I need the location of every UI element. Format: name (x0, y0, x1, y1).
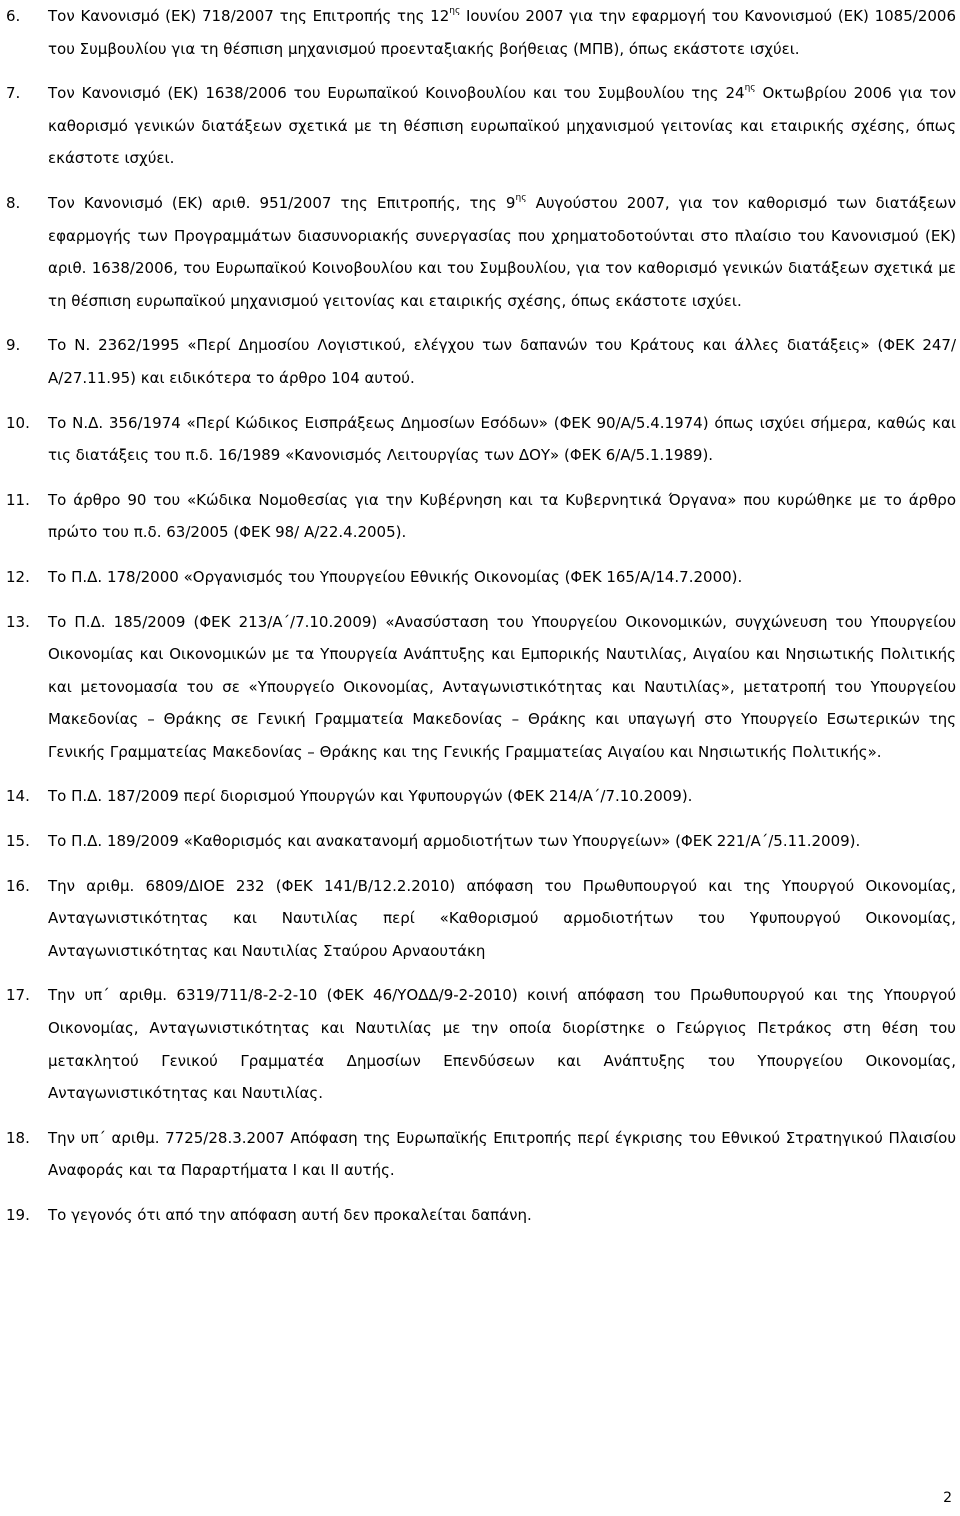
list-item-15 (6, 825, 956, 858)
ordinal-suffix: ης (515, 192, 527, 203)
item-number: 7. (6, 84, 21, 103)
item-text: Την υπ΄ αριθμ. 7725/28.3.2007 Απόφαση της Ευρωπαϊκής Επιτροπής περί έγκρισης του Εθνικού Στρατηγικού Πλαισίου Αναφοράς και τα Παραρτήματα Ι και ΙΙ αυτής. (48, 1128, 956, 1180)
list-item-6 (6, 0, 956, 65)
list-item-9 (6, 329, 956, 394)
list-item-7 (6, 77, 956, 175)
list-item-16 (6, 870, 956, 968)
list-item-10 (6, 407, 956, 472)
list-item-13 (6, 606, 956, 769)
item-text: Την αριθμ. 6809/ΔΙΟΕ 232 (ΦΕΚ 141/Β/12.2.2010) απόφαση του Πρωθυπουργού και της Υπουργού Οικονομίας, Ανταγωνιστικότητας και Ναυτιλίας περί «Καθορισμού αρμοδιοτήτων του Υφυπουργού Οικονομίας, Ανταγωνιστικότητας και Ναυτιλίας Σταύρου Αρναουτάκη (48, 876, 956, 960)
ordinal-suffix: ης (449, 6, 461, 16)
item-text: Τον Κανονισμό (ΕΚ) αριθ. 951/2007 της Επιτροπής, της $9^{\eta\varsigma}$ Αυγούστου 2007, για τον καθορισμό των διατάξεων εφαρμογής των Προγραμμάτων διασυνοριακής συνεργασίας που χρηματοδοτούνται στο πλαίσιο του Κανονισμού (ΕΚ) αριθ. 1638/2006, του Ευρωπαϊκού Κοινοβουλίου και του Συμβουλίου, για τον καθορισμό γενικών διατάξεων σχετικά με τη θέσπιση ευρωπαϊκού μηχανισμού γειτονίας και εταιρικής σχέσης, όπως εκάστοτε ισχύει. (48, 192, 957, 310)
item-number: 10. (6, 413, 30, 432)
item-number: 12. (6, 567, 30, 586)
item-text: Το Π.Δ. 185/2009 (ΦΕΚ 213/Α΄/7.10.2009) «Ανασύσταση του Υπουργείου Οικονομικών, συγχώνευση του Υπουργείου Οικονομίας και Οικονομικών με τα Υπουργεία Ανάπτυξης και Εμπορικής Ναυτιλίας, Αιγαίου και Νησιωτικής Πολιτικής και μετονομασία του σε «Υπουργείο Οικονομίας, Ανταγωνιστικότητας και Ναυτιλίας», μετατροπή του Υπουργείου Μακεδονίας – Θράκης σε Γενική Γραμματεία Μακεδονίας – Θράκης και υπαγωγή στο Υπουργείο Εσωτερικών της Γενικής Γραμματείας Μακεδονίας – Θράκης και της Γενικής Γραμματείας Αιγαίου και Νησιωτικής Πολιτικής». (48, 612, 956, 761)
item-text: Τον Κανονισμό (ΕΚ) 1638/2006 του Ευρωπαϊκού Κοινοβουλίου και του Συμβουλίου της $24^{\eta\varsigma}$ Οκτωβρίου 2006 για τον καθορισμό γενικών διατάξεων σχετικά με τη θέσπιση ευρωπαϊκού μηχανισμού γειτονίας και εταιρικής σχέσης, όπως εκάστοτε ισχύει. (48, 83, 956, 168)
item-number: 8. (6, 193, 21, 212)
legal-basis-list (6, 0, 956, 1244)
list-item-12 (6, 561, 956, 594)
item-text: Τον Κανονισμό (ΕΚ) 718/2007 της Επιτροπής της $12^{\eta\varsigma}$ Ιουνίου 2007 για την εφαρμογή του Κανονισμού (ΕΚ) 1085/2006 του Συμβουλίου για τη θέσπιση μηχανισμού προενταξιακής βοήθειας (ΜΠΒ), όπως εκάστοτε ισχύει. (48, 6, 956, 58)
item-text: Το Π.Δ. 187/2009 περί διορισμού Υπουργών και Υφυπουργών (ΦΕΚ 214/Α΄/7.10.2009). (48, 787, 693, 806)
item-text: Το γεγονός ότι από την απόφαση αυτή δεν προκαλείται δαπάνη. (48, 1206, 532, 1224)
item-text: Το Ν.Δ. 356/1974 «Περί Κώδικος Εισπράξεως Δημοσίων Εσόδων» (ΦΕΚ 90/Α/5.4.1974) όπως ισχύει σήμερα, καθώς και τις διατάξεις του π.δ. 16/1989 «Κανονισμός Λειτουργίας των ΔΟΥ» (ΦΕΚ 6/Α/5.1.1989). (48, 413, 956, 465)
item-number: 17. (6, 986, 30, 1005)
item-text: Το άρθρο 90 του «Κώδικα Νομοθεσίας για την Κυβέρνηση και τα Κυβερνητικά Όργανα» που κυρώθηκε με το άρθρο πρώτο του π.δ. 63/2005 (ΦΕΚ 98/ Α/22.4.2005). (48, 490, 956, 542)
item-number: 9. (6, 336, 21, 355)
ordinal-suffix: ης (744, 83, 756, 94)
list-item-11 (6, 484, 956, 549)
item-number: 13. (6, 612, 30, 631)
page-number: 2 (943, 1490, 952, 1506)
item-number: 18. (6, 1128, 30, 1147)
item-number: 19. (6, 1206, 30, 1224)
list-item-19 (6, 1199, 956, 1232)
item-number: 11. (6, 490, 30, 509)
item-text: Την υπ΄ αριθμ. 6319/711/8-2-2-10 (ΦΕΚ 46/ΥΟΔΔ/9-2-2010) κοινή απόφαση του Πρωθυπουργού και της Υπουργού Οικονομίας, Ανταγωνιστικότητας και Ναυτιλίας με την οποία διορίστηκε ο Γεώργιος Πετράκος στη θέση του μετακλητού Γενικού Γραμματέα Δημοσίων Επενδύσεων και Ανάπτυξης του Υπουργείου Οικονομίας, Ανταγωνιστικότητας και Ναυτιλίας. (48, 986, 956, 1103)
list-item-14 (6, 780, 956, 813)
item-number: 6. (6, 7, 21, 25)
list-item-18 (6, 1122, 956, 1187)
item-number: 16. (6, 876, 30, 895)
item-text: Το Π.Δ. 189/2009 «Καθορισμός και ανακατανομή αρμοδιοτήτων των Υπουργείων» (ΦΕΚ 221/Α΄/5.11.2009). (48, 832, 861, 851)
item-text: Το Ν. 2362/1995 «Περί Δημοσίου Λογιστικού, ελέγχου των δαπανών του Κράτους και άλλες διατάξεις» (ΦΕΚ 247/Α/27.11.95) και ειδικότερα το άρθρο 104 αυτού. (48, 336, 956, 387)
item-number: 14. (6, 787, 30, 806)
list-item-17 (6, 979, 956, 1109)
item-number: 15. (6, 832, 30, 851)
list-item-8 (6, 187, 956, 317)
item-text: Το Π.Δ. 178/2000 «Οργανισμός του Υπουργείου Εθνικής Οικονομίας (ΦΕΚ 165/Α/14.7.2000). (48, 567, 743, 586)
